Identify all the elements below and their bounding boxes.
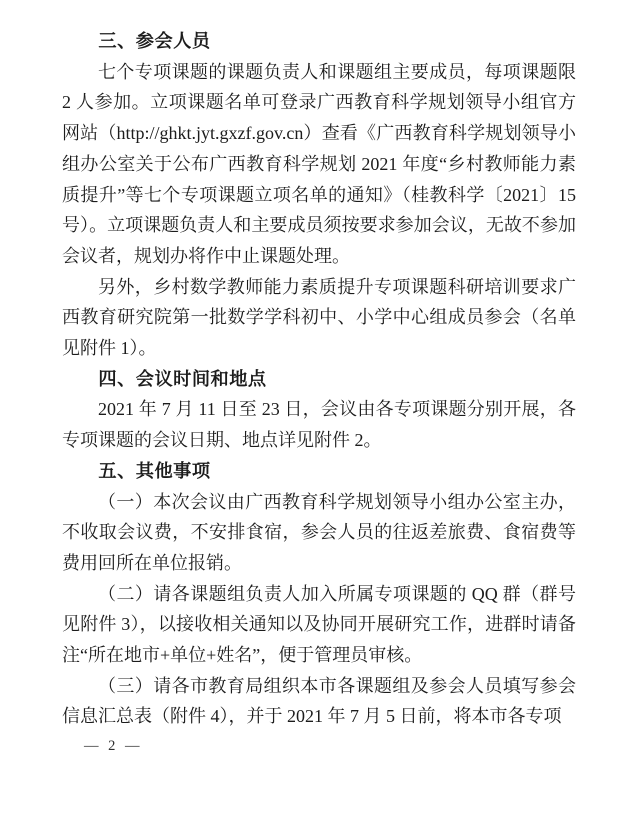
paragraph-participants-scope: 七个专项课题的课题负责人和课题组主要成员，每项课题限 2 人参加。立项课题名单可登录广西教育科学规划领导小组官方网站（http://ghkt.jyt.gxzf.gov.cn）查看《广西教育科学规划领导小组办公室关于公布广西教育科学规划 2021 年度“乡村教师能力素质提升”等七个专项课题立项名单的通知》（桂教科学〔2021〕15 号）。立项课题负责人和主要成员须按要求参加会议，无故不参加会议者，规划办将作中止课题处理。 [62,61,576,266]
paragraph-time-location: 2021 年 7 月 11 日至 23 日，会议由各专项课题分别开展，各专项课题的会议日期、地点详见附件 2。 [62,399,576,451]
paragraph-other-matters-item1: （一）本次会议由广西教育科学规划领导小组办公室主办，不收取会议费，不安排食宿，参会人员的往返差旅费、食宿费等费用回所在单位报销。 [62,491,576,573]
paragraph-other-matters-item2: （二）请各课题组负责人加入所属专项课题的 QQ 群（群号见附件 3），以接收相关通知以及协同开展研究工作，进群时请备注“所在地市+单位+姓名”，便于管理员审核。 [62,583,576,666]
document-body [62,26,576,732]
section-heading-time-location: 四、会议时间和地点 [98,368,267,389]
paragraph-participants-additional: 另外，乡村数学教师能力素质提升专项课题科研培训要求广西教育研究院第一批数学学科初中、小学中心组成员参会（名单见附件 1）。 [62,276,576,359]
page-number: — 2 — [84,738,143,754]
section-heading-participants: 三、参会人员 [98,31,211,51]
paragraph-other-matters-item3: （三）请各市教育局组织本市各课题组及参会人员填写参会信息汇总表（附件 4），并于 2021 年 7 月 5 日前，将本市各专项 [62,675,576,727]
section-heading-other-matters: 五、其他事项 [98,460,211,481]
